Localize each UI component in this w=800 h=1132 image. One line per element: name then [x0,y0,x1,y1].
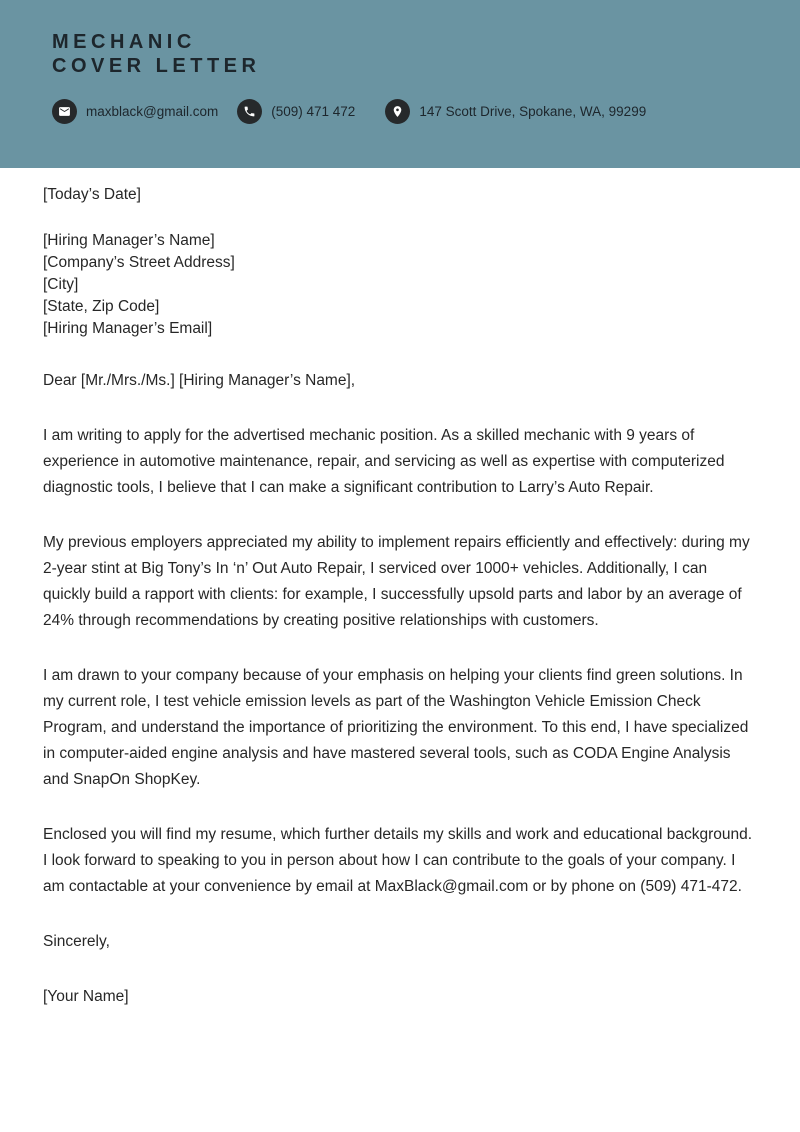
contact-row [52,99,760,124]
recipient-line-name: [Hiring Manager’s Name] [43,232,215,249]
recipient-line-street: [Company’s Street Address] [43,254,235,271]
title-line-2: COVER LETTER [52,55,261,77]
date-line: [Today’s Date] [43,186,141,203]
body-paragraph-4: Enclosed you will find my resume, which further details my skills and work and educational background. I look forward to speaking to you in person about how I can contribute to the goals of your company. I am contactable at your convenience by email at MaxBlack@gmail.com or by phone on (509) 471-472. [43,826,753,895]
letter-body [0,168,800,1010]
contact-email [52,99,218,124]
body-paragraph-3: I am drawn to your company because of your emphasis on helping your clients find green solutions. In my current role, I test vehicle emission levels as part of the Washington Vehicle Emission Check Program, and understand the importance of prioritizing the environment. To this end, I have specialized in computer-aided engine analysis and have mastered several tools, such as CODA Engine Analysis and SnapOn ShopKey. [43,667,749,788]
salutation: Dear [Mr./Mrs./Ms.] [Hiring Manager’s Name], [43,372,356,389]
recipient-line-email: [Hiring Manager’s Email] [43,320,213,337]
recipient-address-block [43,230,756,340]
title-line-1: MECHANIC [52,31,196,53]
document-title [52,30,760,78]
contact-phone-text: (509) 471 472 [271,104,356,119]
phone-icon [237,99,262,124]
email-icon [52,99,77,124]
body-paragraph-2: My previous employers appreciated my ability to implement repairs efficiently and effectively: during my 2-year stint at Big Tony’s In ‘n’ Out Auto Repair, I serviced over 1000+ vehicles. Additionally, I can quickly build a rapport with clients: for example, I successfully upsold parts and labor by an average of 24% through recommendations by creating positive relationships with customers. [43,534,750,629]
contact-email-text: maxblack@gmail.com [86,104,219,119]
recipient-line-state-zip: [State, Zip Code] [43,298,160,315]
recipient-line-city: [City] [43,276,79,293]
closing: Sincerely, [43,933,110,950]
signature-placeholder: [Your Name] [43,988,129,1005]
contact-phone [237,99,355,124]
header [0,0,800,168]
contact-address-text: 147 Scott Drive, Spokane, WA, 99299 [419,104,647,119]
contact-address [385,99,646,124]
body-paragraph-1: I am writing to apply for the advertised mechanic position. As a skilled mechanic with 9 years of experience in automotive maintenance, repair, and servicing as well as expertise with computerized diagnostic tools, I believe that I can make a significant contribution to Larry’s Auto Repair. [43,427,725,496]
location-pin-icon [385,99,410,124]
